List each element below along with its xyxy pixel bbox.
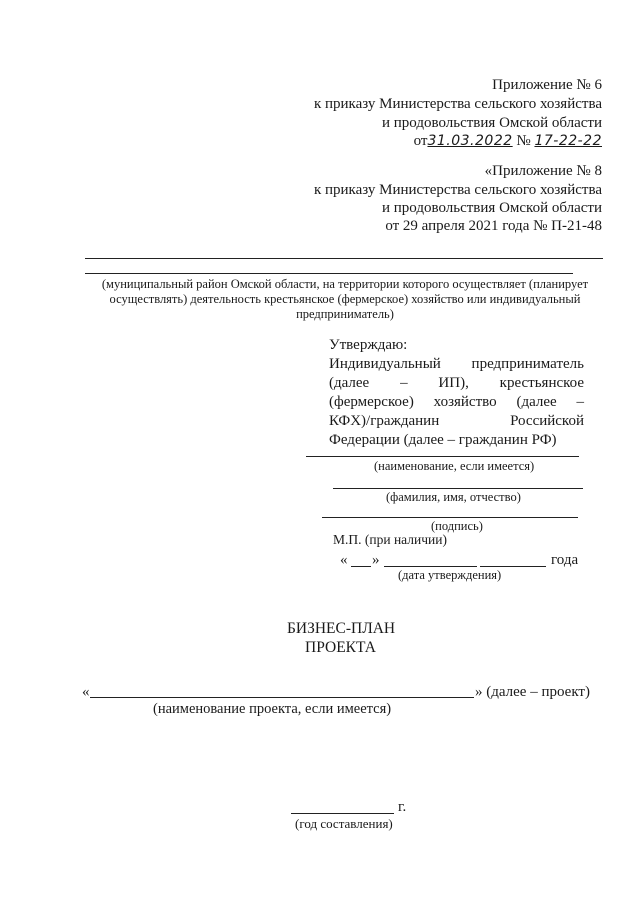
approval-title: Утверждаю: <box>329 337 408 353</box>
name-line <box>306 456 579 457</box>
approval-line-3: (фермерское) хозяйство (далее – <box>329 394 584 410</box>
municipal-line-1 <box>85 258 603 259</box>
appendix-6-order-line: к приказу Министерства сельского хозяйства <box>313 96 602 112</box>
date-caption: (дата утверждения) <box>398 568 502 582</box>
document-title: БИЗНЕС-ПЛАН <box>287 620 396 637</box>
appendix-6-date-line <box>414 132 602 150</box>
approval-line-5: Федерации (далее – гражданин РФ) <box>329 432 557 448</box>
year-line <box>480 566 546 567</box>
municipal-caption-3: предприниматель) <box>296 307 394 321</box>
municipal-caption-1: (муниципальный район Омской области, на территории которого осуществляет (планирует <box>101 277 589 291</box>
document-subtitle: ПРОЕКТА <box>305 639 376 656</box>
date-close-quote: » <box>372 552 380 568</box>
year-word: года <box>551 552 579 568</box>
seal-note: М.П. (при наличии) <box>333 532 447 547</box>
approval-line-2: (далее – ИП), крестьянское <box>329 375 584 391</box>
handwritten-number: 17-22-22 <box>534 133 602 149</box>
year-caption: (год составления) <box>295 816 393 831</box>
project-caption: (наименование проекта, если имеется) <box>153 701 392 717</box>
approval-block <box>329 336 584 450</box>
date-open-quote: « <box>340 552 348 568</box>
year-compiled-line <box>291 813 394 814</box>
handwritten-date: 31.03.2022 <box>427 133 513 149</box>
appendix-8-title: «Приложение № 8 <box>484 163 602 179</box>
appendix-6-title: Приложение № 6 <box>492 77 602 93</box>
fio-caption: (фамилия, имя, отчество) <box>386 490 521 504</box>
project-open-quote: « <box>82 684 90 700</box>
appendix-8-date-line: от 29 апреля 2021 года № П-21-48 <box>385 218 602 234</box>
day-line <box>351 566 371 567</box>
approval-line-4: КФХ)/гражданин Российской <box>329 413 584 429</box>
from-label: от <box>413 133 428 149</box>
project-suffix: » (далее – проект) <box>475 684 590 700</box>
municipal-line-2 <box>85 273 573 274</box>
signature-caption: (подпись) <box>431 519 483 533</box>
project-name-line <box>90 697 474 698</box>
year-suffix: г. <box>398 799 407 815</box>
municipal-caption-2: осуществлять) деятельность крестьянское (фермерское) хозяйство или индивидуальный <box>109 292 581 306</box>
month-line <box>384 566 477 567</box>
approval-line-1: Индивидуальный предприниматель <box>329 356 584 372</box>
number-label: № <box>516 133 531 149</box>
name-caption: (наименование, если имеется) <box>374 459 535 473</box>
signature-line <box>322 517 578 518</box>
appendix-8-order-line: к приказу Министерства сельского хозяйства <box>313 182 602 198</box>
fio-line <box>333 488 583 489</box>
appendix-6-ministry-line: и продовольствия Омской области <box>381 115 602 131</box>
appendix-8-ministry-line: и продовольствия Омской области <box>381 200 602 216</box>
